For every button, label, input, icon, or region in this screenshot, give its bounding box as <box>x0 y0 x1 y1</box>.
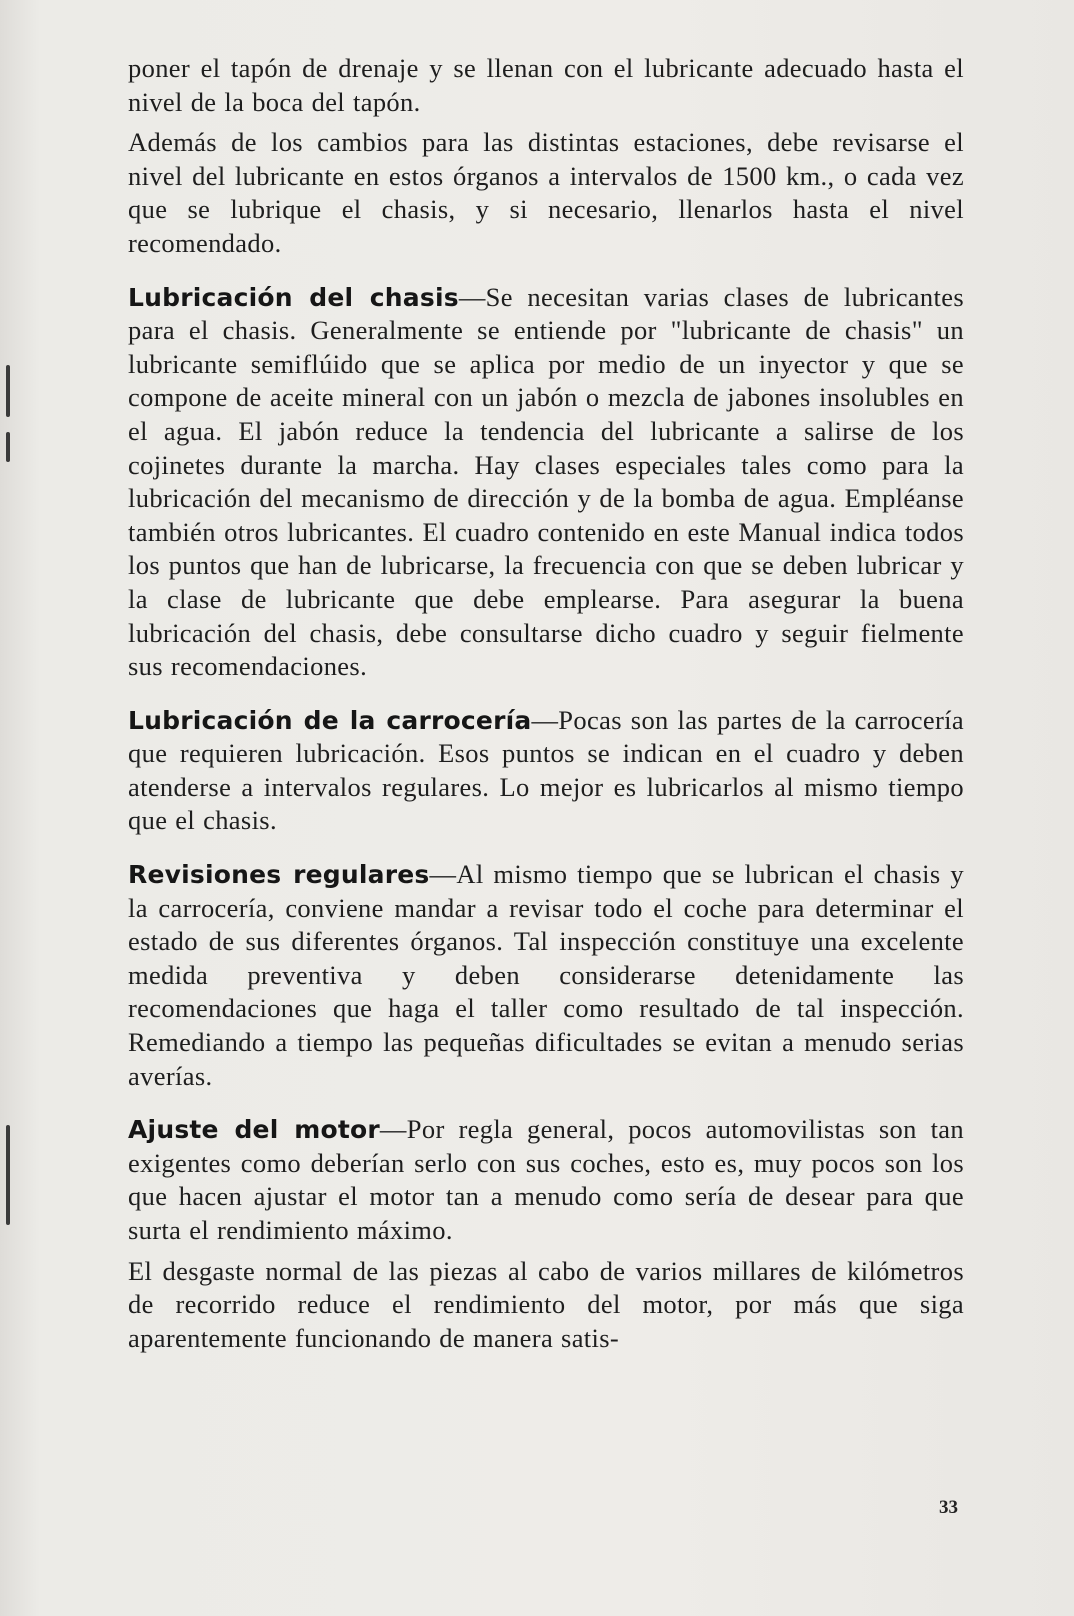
paragraph-text: Además de los cambios para las distintas estaciones, debe revisarse el nivel del lubricante en estos órganos a intervalos de 1500 km., o cada vez que se lubrique el chasis, y si necesario, llenarlos hasta el nivel recomendado. <box>128 127 964 258</box>
paragraph-normal-wear <box>128 1255 964 1356</box>
paragraph-seasonal-changes <box>128 126 964 260</box>
paragraph-text: —Al mismo tiempo que se lubrican el chasis y la carrocería, conviene mandar a revisar todo el coche para determinar el estado de sus diferentes órganos. Tal inspección constituye una excelente medida preventiva y deben considerarse detenidamente las recomendaciones que haga el taller como resultado de tal inspección. Remediando a tiempo las pequeñas dificultades se evitan a menudo serias averías. <box>128 859 964 1091</box>
section-engine-tuning <box>128 1113 964 1247</box>
section-body-lubrication <box>128 704 964 838</box>
section-heading: Ajuste del motor <box>128 1115 380 1145</box>
paragraph-text: poner el tapón de drenaje y se llenan con el lubricante adecuado hasta el nivel de la boca del tapón. <box>128 53 964 117</box>
paragraph-drain-plug <box>128 52 964 119</box>
paragraph-text: —Por regla general, pocos automovilistas son tan exigentes como deberían serlo con sus coches, esto es, muy pocos son los que hacen ajustar el motor tan a menudo como sería de desear para que surta el rendimiento máximo. <box>128 1114 964 1245</box>
section-heading: Lubricación de la carrocería <box>128 705 532 735</box>
section-heading: Lubricación del chasis <box>128 282 459 312</box>
binding-mark <box>6 365 10 417</box>
paragraph-text: —Pocas son las partes de la carrocería que requieren lubricación. Esos puntos se indican en el cuadro y deben atenderse a intervalos regulares. Lo mejor es lubricarlos al mismo tiempo que el chasis. <box>128 704 964 836</box>
section-chassis-lubrication <box>128 281 964 684</box>
binding-mark <box>6 1125 10 1225</box>
section-heading: Revisiones regulares <box>128 860 430 890</box>
section-regular-inspections <box>128 858 964 1093</box>
binding-mark <box>6 432 10 462</box>
paragraph-text: El desgaste normal de las piezas al cabo de varios millares de kilómetros de recorrido reduce el rendimiento del motor, por más que siga aparentemente funcionando de manera satis- <box>128 1255 964 1353</box>
page-number: 33 <box>939 1497 958 1518</box>
body-text <box>128 52 964 1355</box>
paragraph-text: —Se necesitan varias clases de lubricantes para el chasis. Generalmente se entiende por "lubricante de chasis" un lubricante semiflúido que se aplica por medio de un inyector y que se compone de aceite mineral con un jabón o mezcla de jabones insolubles en el agua. El jabón reduce la tendencia del lubricante a salirse de los cojinetes durante la marcha. Hay clases especiales tales como para la lubricación del mecanismo de dirección y de la bomba de agua. Empléanse también otros lubricantes. El cuadro contenido en este Manual indica todos los puntos que han de lubricarse, la frecuencia con que se deben lubricar y la clase de lubricante que debe emplearse. Para asegurar la buena lubricación del chasis, debe consultarse dicho cuadro y seguir fielmente sus recomendaciones. <box>128 281 965 682</box>
